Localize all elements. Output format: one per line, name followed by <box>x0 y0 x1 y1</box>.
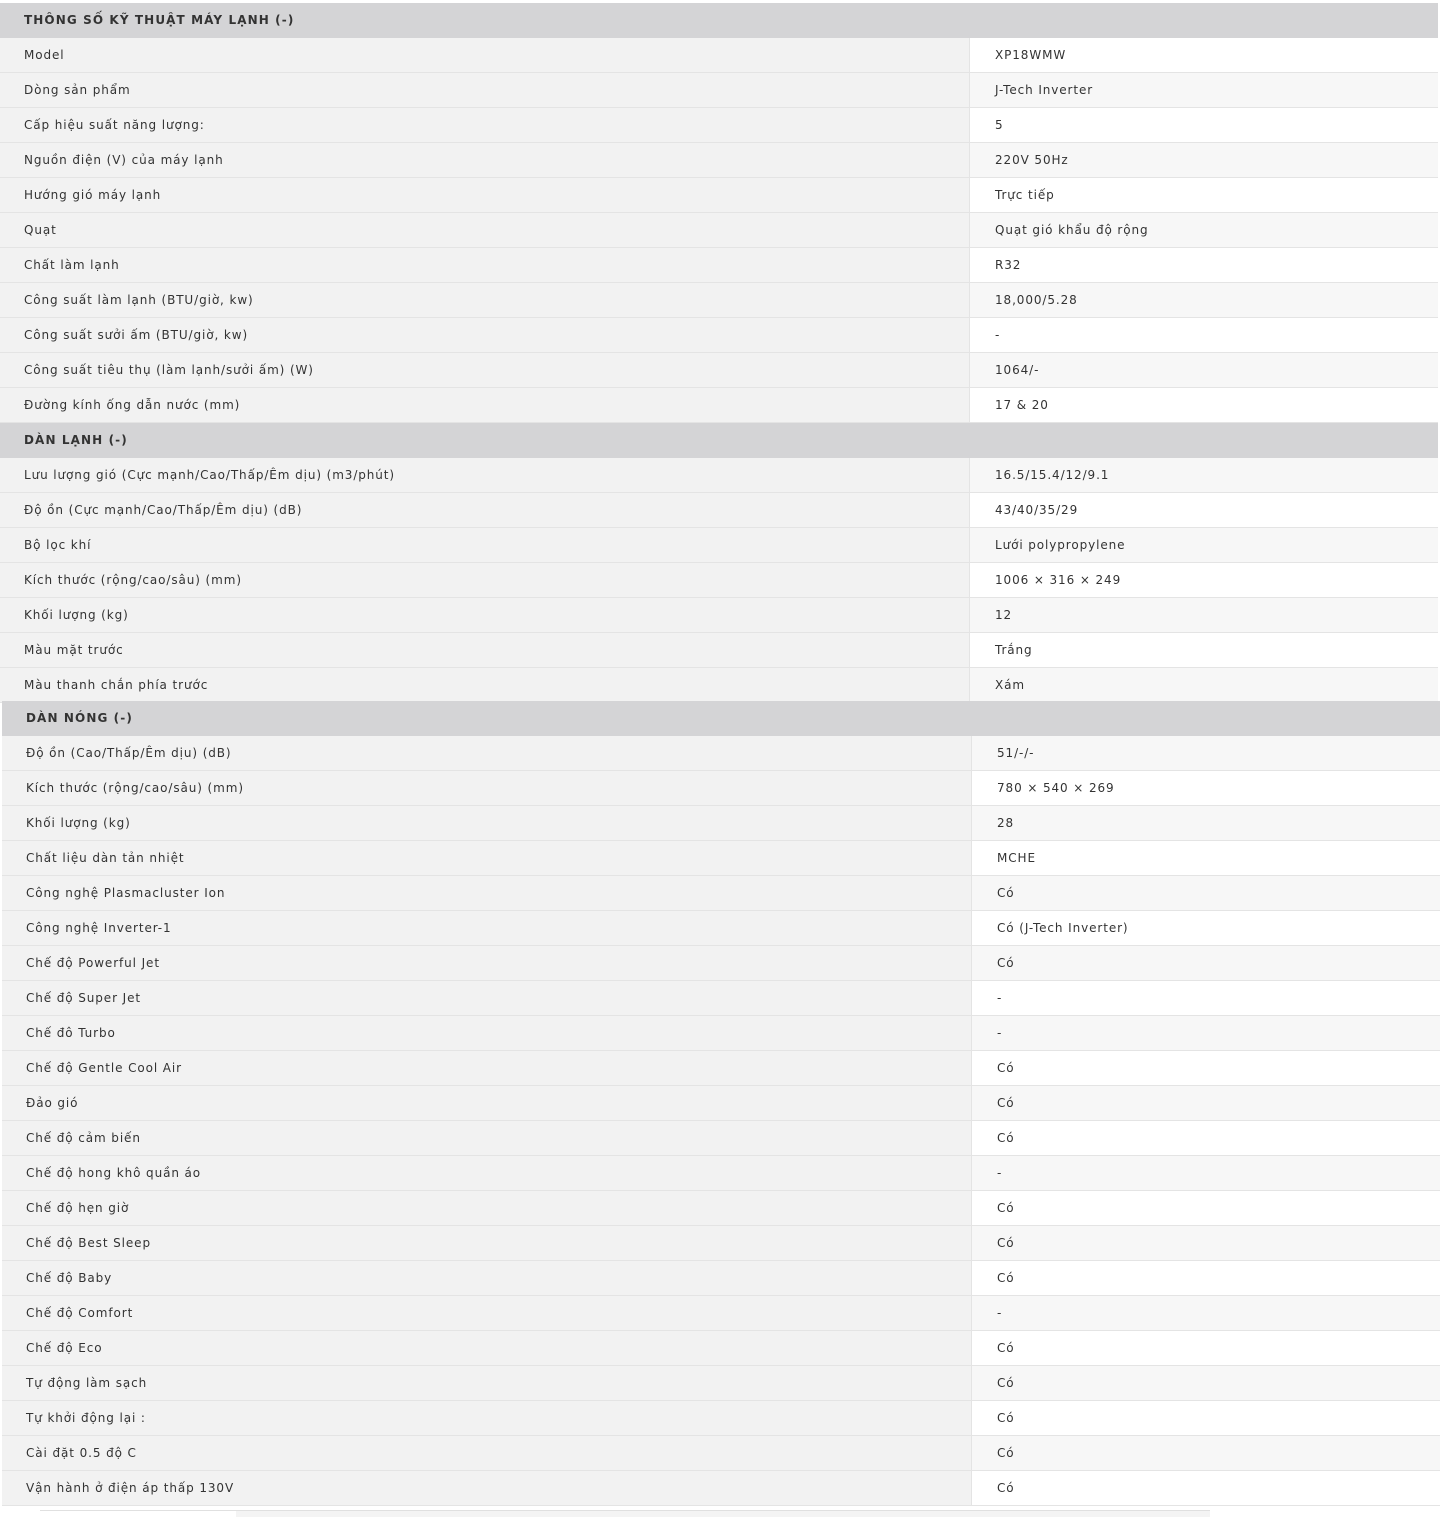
spec-value: - <box>972 1156 1440 1190</box>
spec-value: - <box>970 318 1438 352</box>
spec-label: Model <box>0 38 970 72</box>
table-row <box>2 981 1440 1016</box>
spec-value: Xám <box>970 668 1438 702</box>
table-row <box>2 911 1440 946</box>
table-row <box>0 528 1438 563</box>
spec-value: 28 <box>972 806 1440 840</box>
table-row <box>2 1261 1440 1296</box>
table-row <box>0 633 1438 668</box>
scrollbar-segment <box>40 1511 236 1517</box>
spec-value: Có <box>972 1331 1440 1365</box>
spec-value: 43/40/35/29 <box>970 493 1438 527</box>
spec-label: Công suất tiêu thụ (làm lạnh/sưởi ấm) (W) <box>0 353 970 387</box>
table-row <box>0 213 1438 248</box>
spec-label: Công suất làm lạnh (BTU/giờ, kw) <box>0 283 970 317</box>
spec-label: Chế độ Super Jet <box>2 981 972 1015</box>
spec-value: 51/-/- <box>972 736 1440 770</box>
spec-value: Có <box>972 1366 1440 1400</box>
spec-value: 1064/- <box>970 353 1438 387</box>
spec-label: Khối lượng (kg) <box>2 806 972 840</box>
spec-label: Chế độ hẹn giờ <box>2 1191 972 1225</box>
spec-value: Trực tiếp <box>970 178 1438 212</box>
spec-label: Vận hành ở điện áp thấp 130V <box>2 1471 972 1505</box>
table-row <box>2 1191 1440 1226</box>
section-header-indoor-unit: DÀN LẠNH (-) <box>0 423 1438 458</box>
table-row <box>2 1051 1440 1086</box>
spec-value: Có <box>972 1261 1440 1295</box>
spec-value: Có <box>972 1191 1440 1225</box>
table-row <box>0 563 1438 598</box>
spec-value: 12 <box>970 598 1438 632</box>
table-row <box>0 143 1438 178</box>
spec-table-outdoor <box>2 701 1440 1506</box>
spec-value: XP18WMW <box>970 38 1438 72</box>
spec-value: 16.5/15.4/12/9.1 <box>970 458 1438 492</box>
table-row <box>0 388 1438 423</box>
spec-value: Có (J-Tech Inverter) <box>972 911 1440 945</box>
spec-label: Chế độ hong khô quần áo <box>2 1156 972 1190</box>
table-row <box>2 1086 1440 1121</box>
spec-value: Trắng <box>970 633 1438 667</box>
spec-value: Có <box>972 1226 1440 1260</box>
spec-value: Có <box>972 1436 1440 1470</box>
spec-value: Có <box>972 1051 1440 1085</box>
table-row <box>0 353 1438 388</box>
table-row <box>2 841 1440 876</box>
spec-label: Nguồn điện (V) của máy lạnh <box>0 143 970 177</box>
spec-label: Dòng sản phẩm <box>0 73 970 107</box>
table-row <box>2 771 1440 806</box>
spec-value: Lưới polypropylene <box>970 528 1438 562</box>
spec-label: Quạt <box>0 213 970 247</box>
spec-table-top <box>0 3 1438 703</box>
spec-label: Chế độ Gentle Cool Air <box>2 1051 972 1085</box>
table-row <box>2 1296 1440 1331</box>
spec-label: Độ ồn (Cực mạnh/Cao/Thấp/Êm dịu) (dB) <box>0 493 970 527</box>
spec-label: Chất liệu dàn tản nhiệt <box>2 841 972 875</box>
spec-label: Chế độ cảm biến <box>2 1121 972 1155</box>
spec-label: Màu thanh chắn phía trước <box>0 668 970 702</box>
spec-label: Màu mặt trước <box>0 633 970 667</box>
table-row <box>0 73 1438 108</box>
table-row <box>0 38 1438 73</box>
table-row <box>2 1016 1440 1051</box>
spec-value: 5 <box>970 108 1438 142</box>
spec-value: - <box>972 981 1440 1015</box>
spec-label: Lưu lượng gió (Cực mạnh/Cao/Thấp/Êm dịu) (m3/phút) <box>0 458 970 492</box>
spec-label: Chế độ Eco <box>2 1331 972 1365</box>
table-row <box>0 178 1438 213</box>
table-row <box>2 1401 1440 1436</box>
spec-label: Tự động làm sạch <box>2 1366 972 1400</box>
table-row <box>2 1436 1440 1471</box>
spec-label: Chế độ Powerful Jet <box>2 946 972 980</box>
spec-label: Hướng gió máy lạnh <box>0 178 970 212</box>
spec-value: MCHE <box>972 841 1440 875</box>
table-row <box>0 493 1438 528</box>
table-row <box>2 1471 1440 1506</box>
spec-label: Kích thước (rộng/cao/sâu) (mm) <box>2 771 972 805</box>
spec-label: Tự khởi động lại : <box>2 1401 972 1435</box>
spec-value: Có <box>972 1471 1440 1505</box>
spec-label: Độ ồn (Cao/Thấp/Êm dịu) (dB) <box>2 736 972 770</box>
spec-value: 18,000/5.28 <box>970 283 1438 317</box>
table-row <box>2 736 1440 771</box>
spec-value: 1006 × 316 × 249 <box>970 563 1438 597</box>
table-row <box>2 1366 1440 1401</box>
spec-value: 17 & 20 <box>970 388 1438 422</box>
spec-label: Kích thước (rộng/cao/sâu) (mm) <box>0 563 970 597</box>
spec-label: Đường kính ống dẫn nước (mm) <box>0 388 970 422</box>
table-row <box>0 668 1438 703</box>
spec-value: 780 × 540 × 269 <box>972 771 1440 805</box>
spec-label: Chế độ Comfort <box>2 1296 972 1330</box>
table-row <box>0 108 1438 143</box>
table-row <box>2 946 1440 981</box>
spec-value: Có <box>972 1121 1440 1155</box>
spec-label: Công suất sưởi ấm (BTU/giờ, kw) <box>0 318 970 352</box>
spec-label: Công nghệ Inverter-1 <box>2 911 972 945</box>
spec-label: Công nghệ Plasmacluster Ion <box>2 876 972 910</box>
table-row <box>2 806 1440 841</box>
spec-label: Cấp hiệu suất năng lượng: <box>0 108 970 142</box>
spec-value: J-Tech Inverter <box>970 73 1438 107</box>
section-header-outdoor-unit: DÀN NÓNG (-) <box>2 701 1440 736</box>
spec-value: Quạt gió khẩu độ rộng <box>970 213 1438 247</box>
spec-label: Chất làm lạnh <box>0 248 970 282</box>
spec-value: Có <box>972 876 1440 910</box>
spec-value: - <box>972 1016 1440 1050</box>
spec-value: - <box>972 1296 1440 1330</box>
spec-value: R32 <box>970 248 1438 282</box>
section-header-specs: THÔNG SỐ KỸ THUẬT MÁY LẠNH (-) <box>0 3 1438 38</box>
table-row <box>2 1331 1440 1366</box>
table-row <box>2 1156 1440 1191</box>
table-row <box>2 1226 1440 1261</box>
spec-label: Chế đô Turbo <box>2 1016 972 1050</box>
spec-label: Cài đặt 0.5 độ C <box>2 1436 972 1470</box>
spec-label: Chế độ Best Sleep <box>2 1226 972 1260</box>
spec-value: Có <box>972 1086 1440 1120</box>
spec-value: Có <box>972 946 1440 980</box>
spec-value: Có <box>972 1401 1440 1435</box>
table-row <box>0 458 1438 493</box>
spec-label: Khối lượng (kg) <box>0 598 970 632</box>
spec-label: Chế độ Baby <box>2 1261 972 1295</box>
spec-value: 220V 50Hz <box>970 143 1438 177</box>
table-row <box>0 283 1438 318</box>
spec-label: Bộ lọc khí <box>0 528 970 562</box>
table-row <box>2 876 1440 911</box>
table-row <box>2 1121 1440 1156</box>
spec-label: Đảo gió <box>2 1086 972 1120</box>
table-row <box>0 598 1438 633</box>
table-row <box>0 318 1438 353</box>
table-row <box>0 248 1438 283</box>
